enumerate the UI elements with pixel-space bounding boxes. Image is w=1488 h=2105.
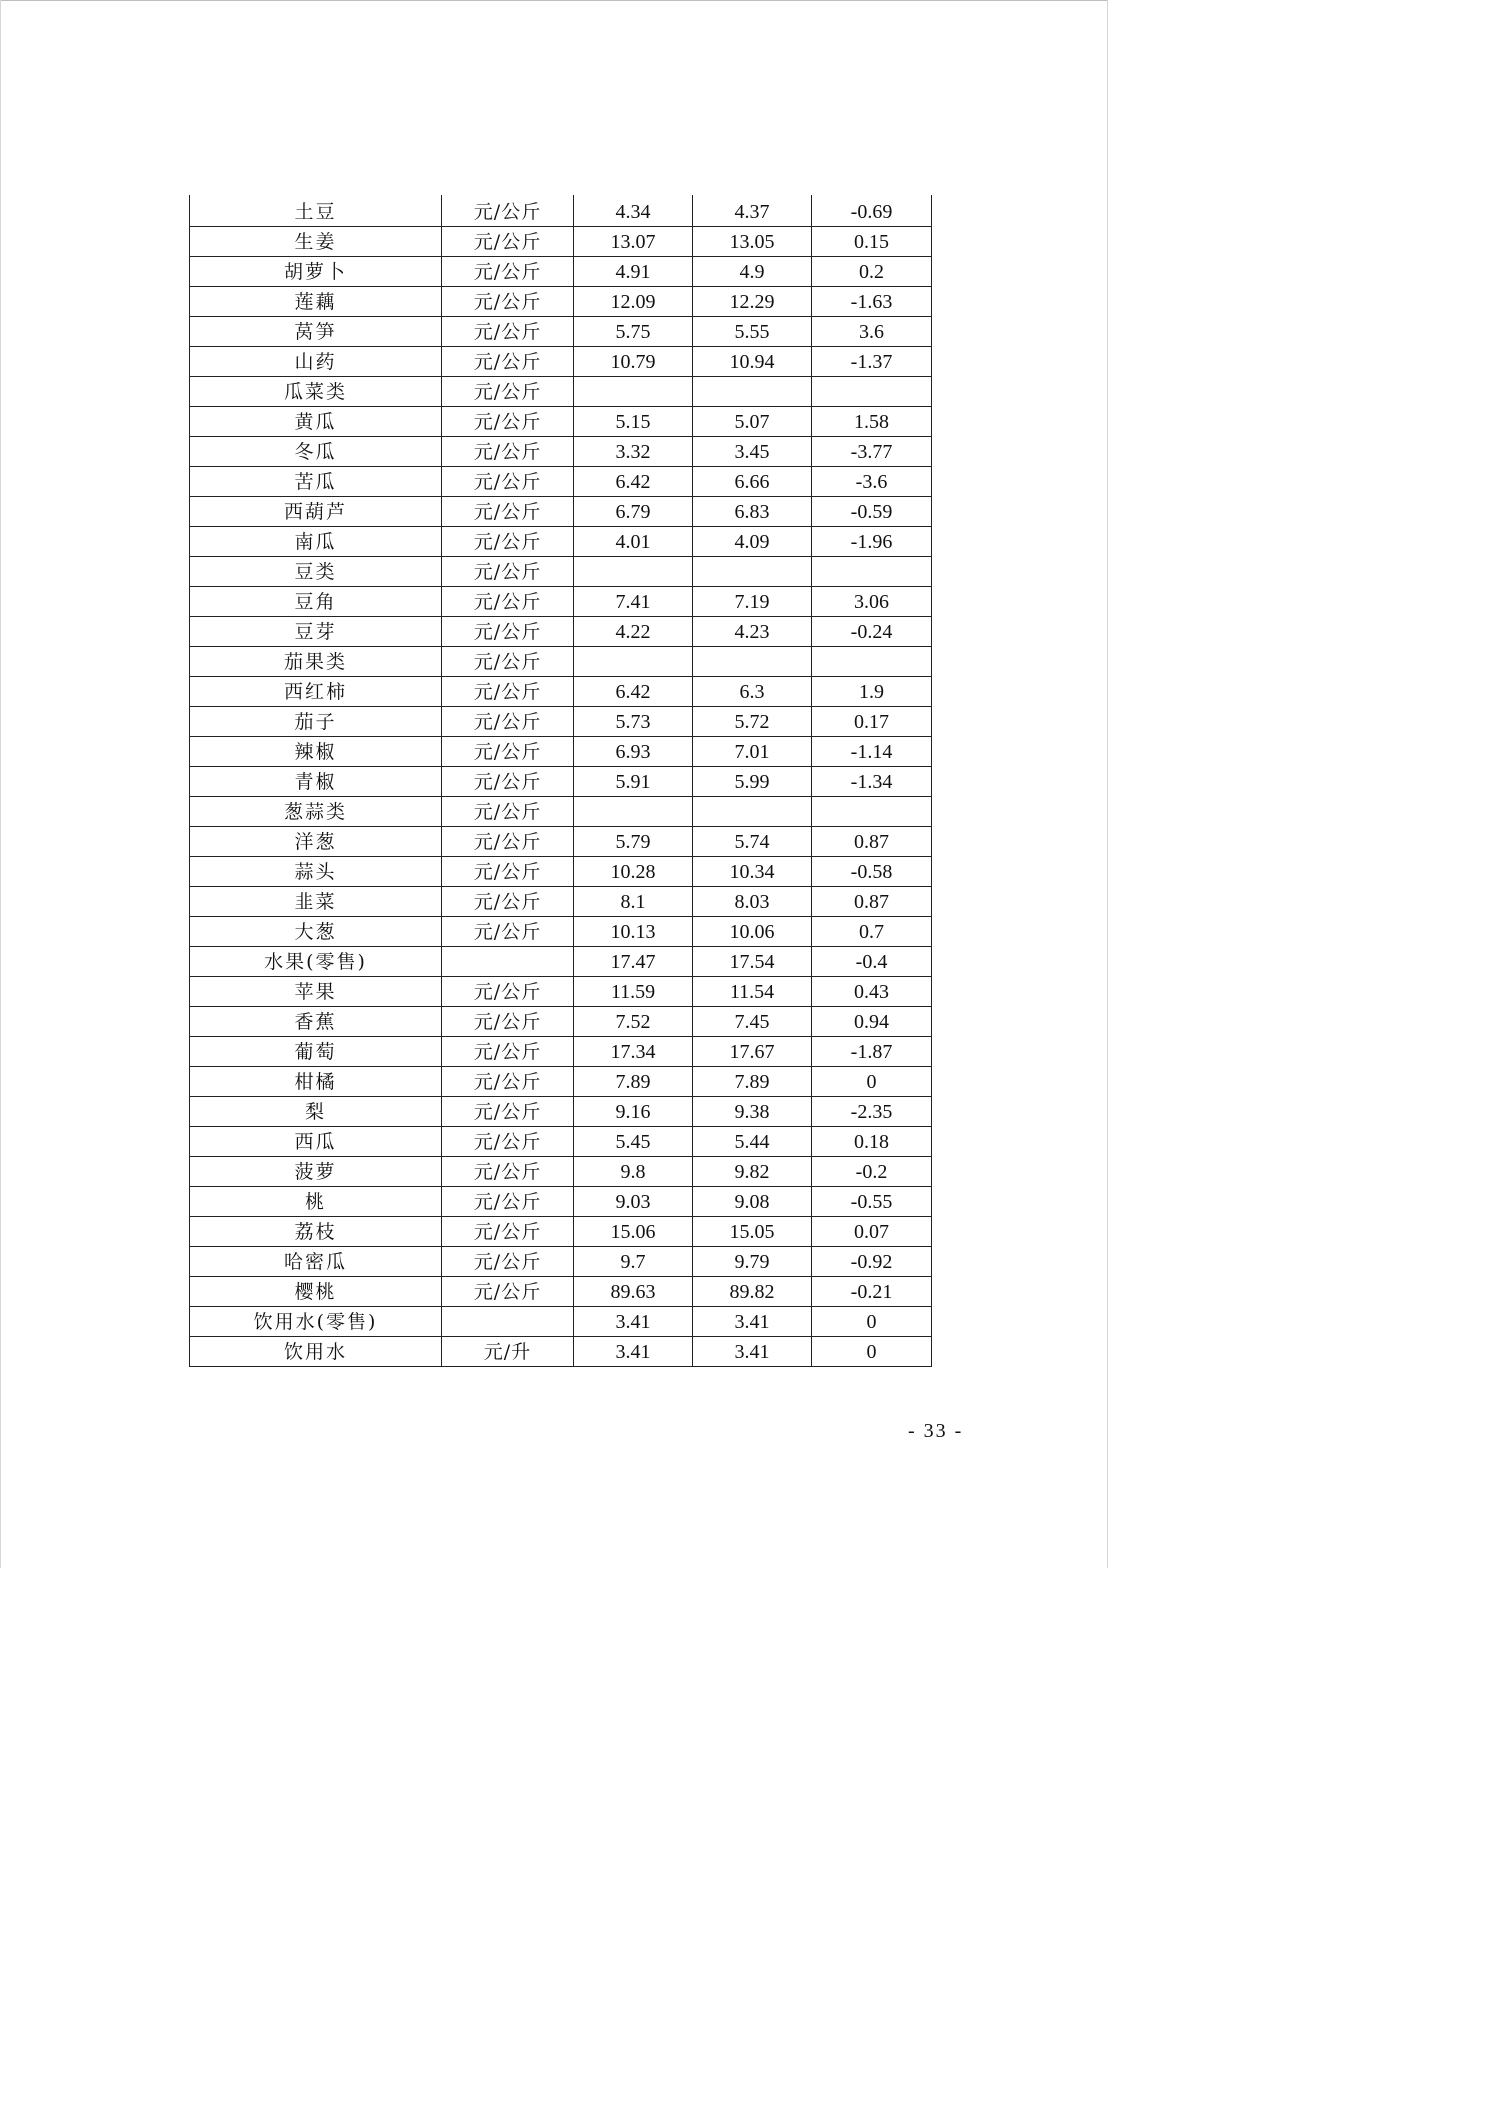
- page-number: - 33 -: [908, 1420, 964, 1442]
- current-price-cell: 7.89: [574, 1067, 693, 1097]
- previous-price-cell: [693, 377, 812, 407]
- unit-cell: 元/公斤: [442, 407, 574, 437]
- unit-cell: 元/公斤: [442, 737, 574, 767]
- table-row: [190, 257, 932, 287]
- previous-price-cell: 7.01: [693, 737, 812, 767]
- change-percent-cell: -0.69: [812, 195, 932, 227]
- current-price-cell: 17.34: [574, 1037, 693, 1067]
- item-name-cell: 辣椒: [190, 737, 442, 767]
- current-price-cell: 10.13: [574, 917, 693, 947]
- change-percent-cell: 0: [812, 1337, 932, 1367]
- unit-cell: 元/公斤: [442, 527, 574, 557]
- previous-price-cell: 5.44: [693, 1127, 812, 1157]
- change-percent-cell: -2.35: [812, 1097, 932, 1127]
- previous-price-cell: [693, 557, 812, 587]
- unit-cell: 元/公斤: [442, 497, 574, 527]
- previous-price-cell: 10.94: [693, 347, 812, 377]
- change-percent-cell: [812, 557, 932, 587]
- unit-cell: 元/公斤: [442, 887, 574, 917]
- previous-price-cell: 5.72: [693, 707, 812, 737]
- change-percent-cell: -1.63: [812, 287, 932, 317]
- previous-price-cell: [693, 647, 812, 677]
- unit-cell: 元/公斤: [442, 617, 574, 647]
- change-percent-cell: 0.43: [812, 977, 932, 1007]
- table-row: [190, 1337, 932, 1367]
- table-row: [190, 227, 932, 257]
- current-price-cell: 4.34: [574, 195, 693, 227]
- current-price-cell: 4.91: [574, 257, 693, 287]
- current-price-cell: 13.07: [574, 227, 693, 257]
- table-row: [190, 497, 932, 527]
- item-name-cell: 茄果类: [190, 647, 442, 677]
- item-name-cell: 豆芽: [190, 617, 442, 647]
- previous-price-cell: [693, 797, 812, 827]
- table-row: [190, 977, 932, 1007]
- current-price-cell: 12.09: [574, 287, 693, 317]
- item-name-cell: 山药: [190, 347, 442, 377]
- previous-price-cell: 8.03: [693, 887, 812, 917]
- current-price-cell: 10.79: [574, 347, 693, 377]
- current-price-cell: 10.28: [574, 857, 693, 887]
- item-name-cell: 葡萄: [190, 1037, 442, 1067]
- item-name-cell: 韭菜: [190, 887, 442, 917]
- previous-price-cell: 15.05: [693, 1217, 812, 1247]
- change-percent-cell: 0.94: [812, 1007, 932, 1037]
- change-percent-cell: 1.9: [812, 677, 932, 707]
- item-name-cell: 大葱: [190, 917, 442, 947]
- table-row: [190, 767, 932, 797]
- item-name-cell: 樱桃: [190, 1277, 442, 1307]
- previous-price-cell: 6.66: [693, 467, 812, 497]
- unit-cell: 元/公斤: [442, 1127, 574, 1157]
- change-percent-cell: -3.77: [812, 437, 932, 467]
- unit-cell: 元/公斤: [442, 917, 574, 947]
- change-percent-cell: -0.58: [812, 857, 932, 887]
- change-percent-cell: 0.18: [812, 1127, 932, 1157]
- table-row: [190, 1277, 932, 1307]
- change-percent-cell: -1.34: [812, 767, 932, 797]
- change-percent-cell: [812, 797, 932, 827]
- item-name-cell: 苦瓜: [190, 467, 442, 497]
- item-name-cell: 饮用水: [190, 1337, 442, 1367]
- unit-cell: 元/公斤: [442, 287, 574, 317]
- change-percent-cell: 0: [812, 1307, 932, 1337]
- table-row: [190, 527, 932, 557]
- change-percent-cell: -1.14: [812, 737, 932, 767]
- item-name-cell: 冬瓜: [190, 437, 442, 467]
- table-row: [190, 195, 932, 227]
- previous-price-cell: 9.82: [693, 1157, 812, 1187]
- change-percent-cell: 0.7: [812, 917, 932, 947]
- table-row: [190, 557, 932, 587]
- item-name-cell: 柑橘: [190, 1067, 442, 1097]
- current-price-cell: 15.06: [574, 1217, 693, 1247]
- unit-cell: [442, 1307, 574, 1337]
- item-name-cell: 土豆: [190, 195, 442, 227]
- change-percent-cell: -0.55: [812, 1187, 932, 1217]
- current-price-cell: 6.42: [574, 467, 693, 497]
- current-price-cell: [574, 797, 693, 827]
- unit-cell: 元/公斤: [442, 1217, 574, 1247]
- table-row: [190, 1307, 932, 1337]
- table-row: [190, 1097, 932, 1127]
- current-price-cell: 8.1: [574, 887, 693, 917]
- previous-price-cell: 9.08: [693, 1187, 812, 1217]
- previous-price-cell: 4.09: [693, 527, 812, 557]
- item-name-cell: 葱蒜类: [190, 797, 442, 827]
- current-price-cell: 4.22: [574, 617, 693, 647]
- change-percent-cell: -0.92: [812, 1247, 932, 1277]
- change-percent-cell: 0.2: [812, 257, 932, 287]
- current-price-cell: 5.75: [574, 317, 693, 347]
- current-price-cell: 7.41: [574, 587, 693, 617]
- unit-cell: 元/公斤: [442, 797, 574, 827]
- price-table-body: [190, 195, 932, 1367]
- current-price-cell: 6.79: [574, 497, 693, 527]
- table-row: [190, 677, 932, 707]
- table-row: [190, 1187, 932, 1217]
- previous-price-cell: 3.41: [693, 1307, 812, 1337]
- previous-price-cell: 9.38: [693, 1097, 812, 1127]
- item-name-cell: 青椒: [190, 767, 442, 797]
- previous-price-cell: 5.74: [693, 827, 812, 857]
- change-percent-cell: [812, 647, 932, 677]
- unit-cell: 元/公斤: [442, 467, 574, 497]
- item-name-cell: 西瓜: [190, 1127, 442, 1157]
- item-name-cell: 莲藕: [190, 287, 442, 317]
- current-price-cell: 3.32: [574, 437, 693, 467]
- table-row: [190, 467, 932, 497]
- change-percent-cell: [812, 377, 932, 407]
- change-percent-cell: -0.2: [812, 1157, 932, 1187]
- table-row: [190, 1217, 932, 1247]
- change-percent-cell: 1.58: [812, 407, 932, 437]
- previous-price-cell: 5.07: [693, 407, 812, 437]
- table-row: [190, 1067, 932, 1097]
- change-percent-cell: 0.87: [812, 887, 932, 917]
- item-name-cell: 豆角: [190, 587, 442, 617]
- previous-price-cell: 3.45: [693, 437, 812, 467]
- change-percent-cell: 0: [812, 1067, 932, 1097]
- unit-cell: 元/公斤: [442, 647, 574, 677]
- previous-price-cell: 4.9: [693, 257, 812, 287]
- table-row: [190, 1157, 932, 1187]
- current-price-cell: 11.59: [574, 977, 693, 1007]
- current-price-cell: 9.7: [574, 1247, 693, 1277]
- previous-price-cell: 4.37: [693, 195, 812, 227]
- table-row: [190, 287, 932, 317]
- previous-price-cell: 17.54: [693, 947, 812, 977]
- change-percent-cell: -3.6: [812, 467, 932, 497]
- item-name-cell: 桃: [190, 1187, 442, 1217]
- change-percent-cell: -0.59: [812, 497, 932, 527]
- unit-cell: 元/公斤: [442, 827, 574, 857]
- table-row: [190, 437, 932, 467]
- current-price-cell: 3.41: [574, 1307, 693, 1337]
- current-price-cell: 5.79: [574, 827, 693, 857]
- unit-cell: 元/升: [442, 1337, 574, 1367]
- table-row: [190, 707, 932, 737]
- current-price-cell: 5.15: [574, 407, 693, 437]
- item-name-cell: 茄子: [190, 707, 442, 737]
- page-left-edge: [0, 0, 1, 1568]
- item-name-cell: 西葫芦: [190, 497, 442, 527]
- unit-cell: 元/公斤: [442, 1097, 574, 1127]
- current-price-cell: 9.03: [574, 1187, 693, 1217]
- current-price-cell: [574, 377, 693, 407]
- current-price-cell: 6.42: [574, 677, 693, 707]
- change-percent-cell: -1.87: [812, 1037, 932, 1067]
- previous-price-cell: 10.06: [693, 917, 812, 947]
- item-name-cell: 洋葱: [190, 827, 442, 857]
- previous-price-cell: 5.55: [693, 317, 812, 347]
- table-row: [190, 887, 932, 917]
- item-name-cell: 荔枝: [190, 1217, 442, 1247]
- previous-price-cell: 3.41: [693, 1337, 812, 1367]
- unit-cell: 元/公斤: [442, 227, 574, 257]
- table-row: [190, 1037, 932, 1067]
- change-percent-cell: -1.96: [812, 527, 932, 557]
- table-row: [190, 347, 932, 377]
- unit-cell: 元/公斤: [442, 195, 574, 227]
- unit-cell: 元/公斤: [442, 977, 574, 1007]
- table-row: [190, 587, 932, 617]
- table-row: [190, 947, 932, 977]
- unit-cell: [442, 947, 574, 977]
- table-row: [190, 797, 932, 827]
- change-percent-cell: -1.37: [812, 347, 932, 377]
- current-price-cell: 5.45: [574, 1127, 693, 1157]
- table-row: [190, 917, 932, 947]
- unit-cell: 元/公斤: [442, 767, 574, 797]
- table-row: [190, 647, 932, 677]
- change-percent-cell: 0.87: [812, 827, 932, 857]
- change-percent-cell: 3.6: [812, 317, 932, 347]
- current-price-cell: [574, 557, 693, 587]
- unit-cell: 元/公斤: [442, 1157, 574, 1187]
- previous-price-cell: 4.23: [693, 617, 812, 647]
- current-price-cell: [574, 647, 693, 677]
- item-name-cell: 饮用水(零售): [190, 1307, 442, 1337]
- current-price-cell: 6.93: [574, 737, 693, 767]
- current-price-cell: 3.41: [574, 1337, 693, 1367]
- unit-cell: 元/公斤: [442, 1187, 574, 1217]
- current-price-cell: 5.91: [574, 767, 693, 797]
- unit-cell: 元/公斤: [442, 557, 574, 587]
- unit-cell: 元/公斤: [442, 257, 574, 287]
- current-price-cell: 9.16: [574, 1097, 693, 1127]
- previous-price-cell: 12.29: [693, 287, 812, 317]
- current-price-cell: 4.01: [574, 527, 693, 557]
- table-row: [190, 1007, 932, 1037]
- current-price-cell: 9.8: [574, 1157, 693, 1187]
- item-name-cell: 香蕉: [190, 1007, 442, 1037]
- unit-cell: 元/公斤: [442, 317, 574, 347]
- unit-cell: 元/公斤: [442, 347, 574, 377]
- item-name-cell: 苹果: [190, 977, 442, 1007]
- unit-cell: 元/公斤: [442, 857, 574, 887]
- item-name-cell: 莴笋: [190, 317, 442, 347]
- price-table: [189, 195, 932, 1367]
- unit-cell: 元/公斤: [442, 1007, 574, 1037]
- previous-price-cell: 10.34: [693, 857, 812, 887]
- unit-cell: 元/公斤: [442, 587, 574, 617]
- table-row: [190, 407, 932, 437]
- unit-cell: 元/公斤: [442, 1037, 574, 1067]
- current-price-cell: 5.73: [574, 707, 693, 737]
- change-percent-cell: 3.06: [812, 587, 932, 617]
- unit-cell: 元/公斤: [442, 1067, 574, 1097]
- current-price-cell: 7.52: [574, 1007, 693, 1037]
- previous-price-cell: 17.67: [693, 1037, 812, 1067]
- unit-cell: 元/公斤: [442, 1277, 574, 1307]
- change-percent-cell: -0.24: [812, 617, 932, 647]
- previous-price-cell: 13.05: [693, 227, 812, 257]
- change-percent-cell: 0.17: [812, 707, 932, 737]
- previous-price-cell: 89.82: [693, 1277, 812, 1307]
- item-name-cell: 黄瓜: [190, 407, 442, 437]
- unit-cell: 元/公斤: [442, 1247, 574, 1277]
- current-price-cell: 89.63: [574, 1277, 693, 1307]
- unit-cell: 元/公斤: [442, 437, 574, 467]
- table-row: [190, 377, 932, 407]
- change-percent-cell: 0.15: [812, 227, 932, 257]
- unit-cell: 元/公斤: [442, 377, 574, 407]
- item-name-cell: 豆类: [190, 557, 442, 587]
- item-name-cell: 菠萝: [190, 1157, 442, 1187]
- previous-price-cell: 7.19: [693, 587, 812, 617]
- previous-price-cell: 11.54: [693, 977, 812, 1007]
- change-percent-cell: -0.4: [812, 947, 932, 977]
- table-row: [190, 857, 932, 887]
- current-price-cell: 17.47: [574, 947, 693, 977]
- item-name-cell: 瓜菜类: [190, 377, 442, 407]
- previous-price-cell: 9.79: [693, 1247, 812, 1277]
- table-row: [190, 617, 932, 647]
- unit-cell: 元/公斤: [442, 707, 574, 737]
- previous-price-cell: 6.83: [693, 497, 812, 527]
- previous-price-cell: 7.89: [693, 1067, 812, 1097]
- change-percent-cell: -0.21: [812, 1277, 932, 1307]
- table-row: [190, 737, 932, 767]
- page-top-edge: [0, 0, 1108, 1]
- previous-price-cell: 6.3: [693, 677, 812, 707]
- item-name-cell: 生姜: [190, 227, 442, 257]
- unit-cell: 元/公斤: [442, 677, 574, 707]
- item-name-cell: 哈密瓜: [190, 1247, 442, 1277]
- page-right-edge: [1107, 0, 1108, 1568]
- table-row: [190, 827, 932, 857]
- item-name-cell: 蒜头: [190, 857, 442, 887]
- previous-price-cell: 7.45: [693, 1007, 812, 1037]
- table-row: [190, 317, 932, 347]
- change-percent-cell: 0.07: [812, 1217, 932, 1247]
- table-row: [190, 1247, 932, 1277]
- item-name-cell: 胡萝卜: [190, 257, 442, 287]
- item-name-cell: 水果(零售): [190, 947, 442, 977]
- item-name-cell: 南瓜: [190, 527, 442, 557]
- table-row: [190, 1127, 932, 1157]
- previous-price-cell: 5.99: [693, 767, 812, 797]
- item-name-cell: 梨: [190, 1097, 442, 1127]
- item-name-cell: 西红柿: [190, 677, 442, 707]
